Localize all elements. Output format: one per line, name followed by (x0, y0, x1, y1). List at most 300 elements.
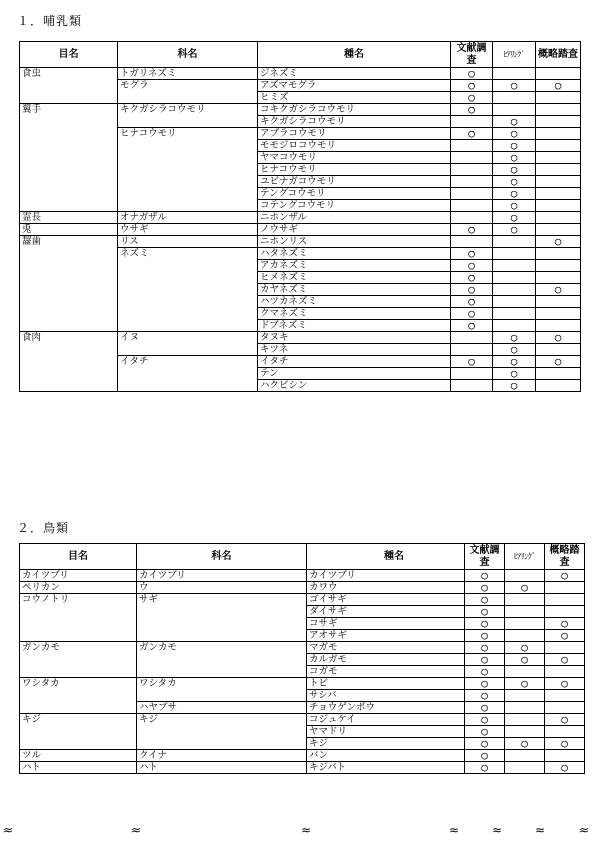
table-row (20, 200, 581, 212)
cell-survey (536, 188, 581, 200)
cell-family (137, 690, 307, 702)
cell-order (20, 380, 118, 392)
cell-survey (536, 104, 581, 116)
cell-survey (536, 176, 581, 188)
cell-order: ガンカモ (20, 642, 137, 654)
cell-survey: ○ (536, 80, 581, 92)
cell-family (118, 176, 258, 188)
cell-order: 齧歯 (20, 236, 118, 248)
cell-species: コキクガシラコウモリ (258, 104, 451, 116)
mammal-table (19, 41, 581, 392)
cell-lit: ○ (451, 272, 493, 284)
table-row (20, 176, 581, 188)
header-family: 科名 (118, 42, 258, 68)
header-literature: 文献調査 (465, 544, 505, 570)
table-row (20, 690, 585, 702)
cell-survey: ○ (545, 570, 585, 582)
cell-species: ドブネズミ (258, 320, 451, 332)
cell-family: ウサギ (118, 224, 258, 236)
cell-survey (536, 128, 581, 140)
cell-order (20, 188, 118, 200)
cell-species: コガモ (307, 666, 465, 678)
cell-hear (493, 92, 536, 104)
cell-lit (451, 152, 493, 164)
cell-family: ヒナコウモリ (118, 128, 258, 140)
cell-family (137, 738, 307, 750)
cell-hear (505, 618, 545, 630)
cell-lit: ○ (465, 570, 505, 582)
cell-lit: ○ (465, 678, 505, 690)
cell-family (137, 630, 307, 642)
cell-species: カワウ (307, 582, 465, 594)
cell-species: コジュケイ (307, 714, 465, 726)
cell-hear (493, 104, 536, 116)
table-row (20, 164, 581, 176)
cell-hear (493, 68, 536, 80)
cell-species: アカネズミ (258, 260, 451, 272)
cell-order: ツル (20, 750, 137, 762)
table-row (20, 128, 581, 140)
cell-hear (493, 248, 536, 260)
table-row (20, 714, 585, 726)
cell-family: クイナ (137, 750, 307, 762)
table-row (20, 248, 581, 260)
cell-hear: ○ (493, 80, 536, 92)
table-row (20, 702, 585, 714)
cell-family: イヌ (118, 332, 258, 344)
cell-species: ハツカネズミ (258, 296, 451, 308)
cell-hear (505, 714, 545, 726)
cell-hear (505, 594, 545, 606)
cell-hear: ○ (493, 368, 536, 380)
cell-lit: ○ (451, 308, 493, 320)
table-row (20, 356, 581, 368)
cell-species: マガモ (307, 642, 465, 654)
table-row (20, 284, 581, 296)
cell-order: ハト (20, 762, 137, 774)
cell-family: ハト (137, 762, 307, 774)
cell-family (118, 308, 258, 320)
cell-hear: ○ (493, 356, 536, 368)
cell-lit (451, 116, 493, 128)
cell-family: モグラ (118, 80, 258, 92)
cell-species: ヒミズ (258, 92, 451, 104)
mammal-table-body (20, 68, 581, 392)
continuation-mark: ≈ (492, 823, 503, 837)
cell-survey (536, 68, 581, 80)
cell-family (118, 200, 258, 212)
table-row (20, 260, 581, 272)
table-row (20, 80, 581, 92)
cell-lit: ○ (451, 260, 493, 272)
cell-survey: ○ (536, 332, 581, 344)
cell-order (20, 702, 137, 714)
cell-hear (505, 666, 545, 678)
table-row (20, 594, 585, 606)
cell-order (20, 272, 118, 284)
cell-species: トビ (307, 678, 465, 690)
cell-hear: ○ (505, 738, 545, 750)
cell-survey (536, 248, 581, 260)
cell-species: アブラコウモリ (258, 128, 451, 140)
cell-order (20, 140, 118, 152)
cell-family: リス (118, 236, 258, 248)
cell-lit: ○ (465, 666, 505, 678)
cell-order (20, 368, 118, 380)
header-family: 科名 (137, 544, 307, 570)
table-row (20, 332, 581, 344)
cell-order (20, 738, 137, 750)
table-row (20, 236, 581, 248)
cell-order (20, 260, 118, 272)
header-literature: 文献調査 (451, 42, 493, 68)
cell-species: アズマモグラ (258, 80, 451, 92)
cell-species: ヤマコウモリ (258, 152, 451, 164)
cell-species: ヤマドリ (307, 726, 465, 738)
cell-hear (493, 308, 536, 320)
cell-lit (451, 164, 493, 176)
cell-family: ウ (137, 582, 307, 594)
table-row (20, 630, 585, 642)
continuation-mark: ≈ (579, 823, 590, 837)
table-row (20, 726, 585, 738)
cell-species: ノウサギ (258, 224, 451, 236)
table-row (20, 582, 585, 594)
cell-order: 食虫 (20, 68, 118, 80)
cell-hear: ○ (505, 582, 545, 594)
cell-family: ハヤブサ (137, 702, 307, 714)
cell-order (20, 726, 137, 738)
section-title-mammals: １．哺乳類 (17, 14, 83, 28)
cell-hear (505, 702, 545, 714)
cell-order (20, 654, 137, 666)
cell-order (20, 320, 118, 332)
cell-order (20, 80, 118, 92)
table-continuation-marks (0, 824, 600, 836)
cell-order: カイツブリ (20, 570, 137, 582)
cell-species: クマネズミ (258, 308, 451, 320)
cell-hear: ○ (493, 140, 536, 152)
cell-survey (536, 344, 581, 356)
cell-lit: ○ (451, 296, 493, 308)
cell-species: ジネズミ (258, 68, 451, 80)
cell-hear (505, 570, 545, 582)
cell-family: トガリネズミ (118, 68, 258, 80)
cell-order: 霊長 (20, 212, 118, 224)
cell-species: キジバト (307, 762, 465, 774)
cell-lit (451, 188, 493, 200)
cell-hear: ○ (493, 116, 536, 128)
cell-species: テン (258, 368, 451, 380)
cell-species: モモジロコウモリ (258, 140, 451, 152)
cell-lit (451, 332, 493, 344)
cell-family: オナガザル (118, 212, 258, 224)
cell-order: 兎 (20, 224, 118, 236)
cell-order (20, 630, 137, 642)
cell-species: ハタネズミ (258, 248, 451, 260)
header-hearing: ﾋｱﾘﾝｸﾞ (505, 544, 545, 570)
cell-family (118, 116, 258, 128)
cell-species: キツネ (258, 344, 451, 356)
cell-survey: ○ (545, 738, 585, 750)
header-order: 目名 (20, 42, 118, 68)
table-row (20, 762, 585, 774)
cell-survey (536, 224, 581, 236)
cell-lit: ○ (465, 762, 505, 774)
cell-survey (536, 260, 581, 272)
cell-lit: ○ (451, 104, 493, 116)
cell-lit: ○ (465, 630, 505, 642)
cell-survey (545, 606, 585, 618)
cell-order: キジ (20, 714, 137, 726)
cell-lit: ○ (465, 582, 505, 594)
cell-order (20, 666, 137, 678)
cell-survey: ○ (536, 236, 581, 248)
table-row (20, 224, 581, 236)
cell-lit (451, 176, 493, 188)
cell-hear (493, 236, 536, 248)
cell-family (118, 92, 258, 104)
cell-family: ワシタカ (137, 678, 307, 690)
cell-hear: ○ (493, 344, 536, 356)
cell-family (118, 152, 258, 164)
continuation-mark: ≈ (3, 823, 14, 837)
cell-species: ニホンザル (258, 212, 451, 224)
cell-lit: ○ (451, 224, 493, 236)
cell-family (118, 260, 258, 272)
table-row (20, 738, 585, 750)
cell-lit: ○ (451, 92, 493, 104)
table-row (20, 606, 585, 618)
bird-table-body (20, 570, 585, 774)
bird-table (19, 543, 585, 774)
cell-family (118, 380, 258, 392)
cell-survey: ○ (545, 762, 585, 774)
table-row (20, 368, 581, 380)
cell-species: ニホンリス (258, 236, 451, 248)
cell-hear (505, 726, 545, 738)
cell-lit (451, 380, 493, 392)
cell-survey (536, 296, 581, 308)
cell-family: サギ (137, 594, 307, 606)
cell-lit (451, 212, 493, 224)
cell-lit: ○ (465, 594, 505, 606)
cell-family (118, 272, 258, 284)
cell-lit (451, 236, 493, 248)
cell-family (118, 368, 258, 380)
cell-family (118, 140, 258, 152)
cell-survey (536, 164, 581, 176)
cell-survey (536, 116, 581, 128)
cell-hear (493, 272, 536, 284)
cell-order (20, 344, 118, 356)
cell-hear: ○ (493, 128, 536, 140)
cell-species: アオサギ (307, 630, 465, 642)
cell-survey: ○ (536, 284, 581, 296)
table-row (20, 666, 585, 678)
cell-survey (536, 320, 581, 332)
cell-order: 翼手 (20, 104, 118, 116)
cell-order (20, 356, 118, 368)
cell-order: ペリカン (20, 582, 137, 594)
cell-hear (493, 284, 536, 296)
cell-species: ゴイサギ (307, 594, 465, 606)
table-row (20, 642, 585, 654)
cell-order (20, 152, 118, 164)
cell-species: イタチ (258, 356, 451, 368)
cell-lit: ○ (465, 726, 505, 738)
cell-survey (536, 212, 581, 224)
cell-species: ヒメネズミ (258, 272, 451, 284)
continuation-mark: ≈ (131, 823, 142, 837)
cell-lit: ○ (465, 702, 505, 714)
table-row (20, 188, 581, 200)
cell-species: コサギ (307, 618, 465, 630)
cell-species: サシバ (307, 690, 465, 702)
cell-lit: ○ (465, 618, 505, 630)
cell-survey: ○ (545, 678, 585, 690)
cell-lit: ○ (451, 128, 493, 140)
cell-order (20, 248, 118, 260)
cell-lit: ○ (465, 690, 505, 702)
cell-lit: ○ (465, 654, 505, 666)
cell-order (20, 176, 118, 188)
cell-species: テングコウモリ (258, 188, 451, 200)
cell-hear (505, 750, 545, 762)
cell-survey (545, 702, 585, 714)
cell-lit: ○ (451, 284, 493, 296)
cell-order: コウノトリ (20, 594, 137, 606)
cell-hear: ○ (493, 164, 536, 176)
cell-order (20, 200, 118, 212)
cell-hear (505, 606, 545, 618)
cell-lit: ○ (451, 80, 493, 92)
continuation-mark: ≈ (449, 823, 460, 837)
table-row (20, 104, 581, 116)
cell-family: キクガシラコウモリ (118, 104, 258, 116)
cell-species: キクガシラコウモリ (258, 116, 451, 128)
cell-survey: ○ (545, 654, 585, 666)
cell-species: カイツブリ (307, 570, 465, 582)
cell-hear: ○ (505, 678, 545, 690)
cell-hear: ○ (493, 188, 536, 200)
table-row (20, 344, 581, 356)
cell-family (118, 296, 258, 308)
cell-family (118, 320, 258, 332)
table-row (20, 272, 581, 284)
cell-order (20, 308, 118, 320)
table-row (20, 68, 581, 80)
cell-survey (536, 200, 581, 212)
cell-hear: ○ (493, 152, 536, 164)
cell-survey (545, 750, 585, 762)
cell-family (137, 666, 307, 678)
cell-order (20, 164, 118, 176)
cell-survey (536, 308, 581, 320)
table-row (20, 296, 581, 308)
cell-hear (493, 320, 536, 332)
cell-family (118, 284, 258, 296)
cell-order: ワシタカ (20, 678, 137, 690)
table-row (20, 750, 585, 762)
header-species: 種名 (307, 544, 465, 570)
cell-order (20, 92, 118, 104)
cell-order (20, 116, 118, 128)
continuation-mark: ≈ (535, 823, 546, 837)
cell-family (137, 654, 307, 666)
cell-family (118, 164, 258, 176)
cell-order (20, 690, 137, 702)
table-row (20, 618, 585, 630)
cell-survey: ○ (545, 714, 585, 726)
cell-lit: ○ (465, 606, 505, 618)
cell-order (20, 296, 118, 308)
cell-species: コテングコウモリ (258, 200, 451, 212)
cell-survey: ○ (545, 618, 585, 630)
cell-species: チョウゲンボウ (307, 702, 465, 714)
cell-species: ユビナガコウモリ (258, 176, 451, 188)
cell-order (20, 284, 118, 296)
cell-family: イタチ (118, 356, 258, 368)
table-row (20, 92, 581, 104)
cell-family (118, 188, 258, 200)
cell-family (137, 618, 307, 630)
header-hearing: ﾋｱﾘﾝｸﾞ (493, 42, 536, 68)
cell-family (137, 726, 307, 738)
cell-survey (545, 642, 585, 654)
table-row (20, 152, 581, 164)
table-row (20, 570, 585, 582)
cell-hear: ○ (493, 332, 536, 344)
cell-family (137, 606, 307, 618)
table-row (20, 116, 581, 128)
cell-hear: ○ (493, 176, 536, 188)
cell-hear (505, 630, 545, 642)
header-survey: 概略踏査 (545, 544, 585, 570)
cell-survey: ○ (545, 630, 585, 642)
cell-survey (536, 368, 581, 380)
cell-survey (536, 380, 581, 392)
header-survey: 概略踏査 (536, 42, 581, 68)
table-row (20, 380, 581, 392)
cell-survey (536, 92, 581, 104)
cell-lit: ○ (451, 68, 493, 80)
cell-hear: ○ (493, 212, 536, 224)
header-species: 種名 (258, 42, 451, 68)
cell-species: ダイサギ (307, 606, 465, 618)
cell-survey (545, 690, 585, 702)
cell-lit: ○ (451, 356, 493, 368)
cell-survey (545, 726, 585, 738)
cell-hear (505, 690, 545, 702)
cell-lit: ○ (465, 714, 505, 726)
cell-order (20, 606, 137, 618)
cell-survey: ○ (536, 356, 581, 368)
cell-lit: ○ (465, 738, 505, 750)
cell-species: ヒナコウモリ (258, 164, 451, 176)
cell-family (118, 344, 258, 356)
cell-survey (536, 140, 581, 152)
cell-hear (493, 260, 536, 272)
cell-lit: ○ (451, 320, 493, 332)
cell-hear (493, 296, 536, 308)
cell-lit (451, 368, 493, 380)
cell-survey (545, 666, 585, 678)
cell-species: ハクビシン (258, 380, 451, 392)
cell-family: キジ (137, 714, 307, 726)
cell-family: カイツブリ (137, 570, 307, 582)
cell-order (20, 618, 137, 630)
